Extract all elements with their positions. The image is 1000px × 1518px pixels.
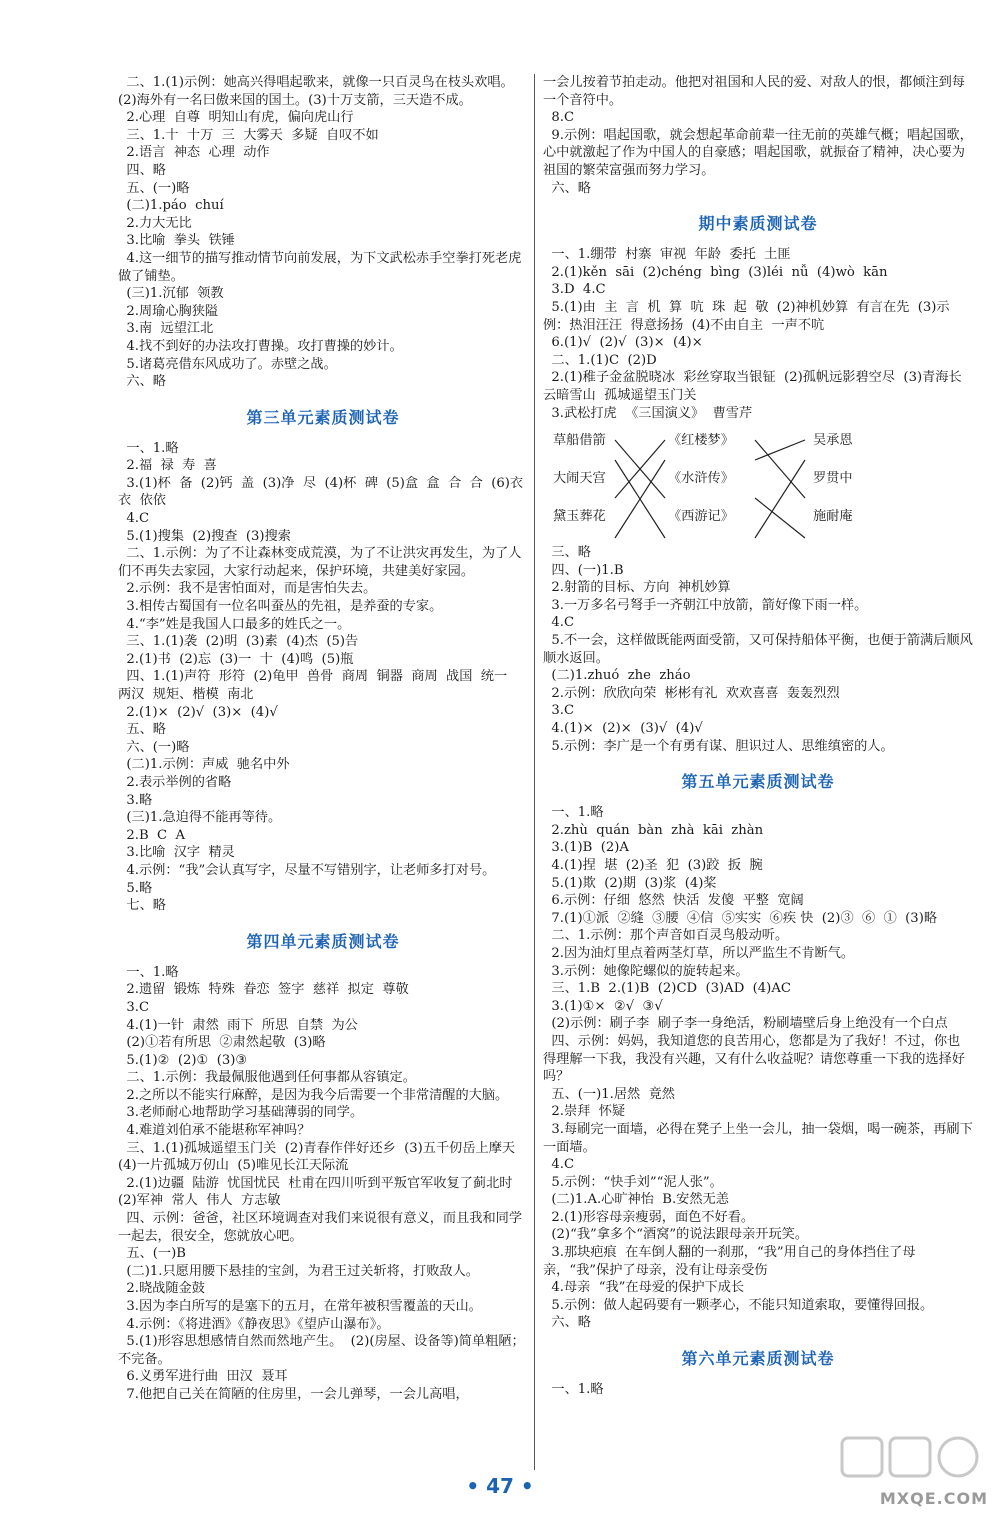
answer-line: 2.(1)kěn sāi (2)chéng bìng (3)léi nǚ (4)wò kān [543,264,888,280]
answer-line: 2.(1)形容母亲瘦弱，面色不好看。 [543,1209,755,1225]
match-item: 罗贯中 [813,471,853,487]
answer-line: 2.语言 神态 心理 动作 [118,145,270,161]
watermark-text: MXQE.COM [879,1489,988,1508]
answer-line: 5.示例：李广是一个有勇有谋、胆识过人、思维缜密的人。 [543,738,894,754]
answer-line: 3.那块疤痕 在车倒人翻的一刹那，“我”用自己的身体挡住了母亲，“我”保护了母亲，没有让母亲受伤 [543,1245,916,1278]
answer-line: 五、(一)1.居然 竟然 [543,1086,675,1102]
match-connector [755,460,805,538]
section-heading: 第三单元素质测试卷 [246,407,400,427]
answer-line: 一、1.略 [543,805,604,821]
answer-line: 5.不一会，这样做既能两面受箭，又可保持船体平衡，也便于箭满后顺风顺水返回。 [543,633,973,666]
answer-line: 5.略 [118,880,153,896]
match-item: 《水浒传》 [668,471,734,487]
answer-line: 3.一万多名弓弩手一齐朝江中放箭，箭好像下雨一样。 [543,597,868,613]
match-item: 施耐庵 [813,509,853,525]
answer-line: 2.zhù quán bàn zhà kāi zhàn [543,822,764,838]
answer-line: 2.之所以不能实行麻醉，是因为我今后需要一个非常清醒的大脑。 [118,1087,509,1103]
answer-line: 一、1.略 [118,440,179,456]
answer-line: (2)①若有所思 ②肃然起敬 (3)略 [118,1035,326,1051]
answer-line: 4.(1)一针 肃然 雨下 所思 自禁 为公 [118,1017,358,1033]
match-connector [755,498,805,538]
answer-line: 三、1.(1)孤城遥望玉门关 (2)青春作伴好还乡 (3)五千仞岳上摩天 (4)一片孤城万仞山 (5)唯见长江天际流 [118,1140,524,1174]
answer-line: 3.老师耐心地帮助学习基础薄弱的同学。 [118,1105,364,1121]
answer-line: 5.(1)搜集 (2)搜查 (3)搜索 [118,528,291,544]
answer-line: 2.遗留 锻炼 特殊 眷恋 签字 慈祥 拟定 尊敬 [118,982,409,998]
answer-line: 一、1.略 [543,1382,604,1398]
answer-line: 2.射箭的目标、方向 神机妙算 [543,580,731,596]
answer-line: 3.比喻 拳头 铁锤 [118,233,235,249]
answer-line: 3.相传古蜀国有一位名叫蚕丛的先祖，是养蚕的专家。 [118,599,443,615]
answer-line: 2.示例：我不是害怕面对，而是害怕失去。 [118,581,377,597]
answer-line: 4.这一细节的描写推动情节向前发展，为下文武松赤手空拳打死老虎做了铺垫。 [118,250,522,284]
answer-line: 四、(一)1.B [543,562,624,578]
answer-line: (2)“我”拿多个“酒窝”的说法跟母亲开玩笑。 [543,1227,809,1243]
answer-line: 二、1.(1)示例：她高兴得唱起歌来，就像一只百灵鸟在枝头欢唱。(2)海外有一名曰傲来国的国土。(3)十万支箭，三天造不成。 [118,75,514,108]
section-heading: 第六单元素质测试卷 [681,1349,835,1369]
answer-line: 5.(1)形容思想感情自然而然地产生。 (2)(房屋、设备等)简单粗陋；不完备。 [118,1334,525,1367]
match-item: 吴承恩 [813,433,853,449]
answer-line: 5.(1)欺 (2)期 (3)浆 (4)桨 [543,875,717,891]
answer-line: 2.崇拜 怀疑 [543,1104,626,1120]
answer-line: 2.表示举例的省略 [118,774,232,790]
column-divider [534,74,535,1470]
answer-line: 4.示例：《将进酒》《静夜思》《望庐山瀑布》。 [118,1316,390,1332]
match-item: 草船借箭 [553,433,606,449]
answer-line: 五、略 [118,722,166,738]
section-heading: 第五单元素质测试卷 [681,772,835,792]
answer-line: 3.(1)①× ②√ ③√ [543,998,663,1014]
answer-line: 2.周瑜心胸狭隘 [118,303,219,319]
match-item: 黛玉葬花 [553,509,606,525]
answer-line: 4.C [118,511,150,527]
answer-line: 3.因为李白所写的是塞下的五月，在常年被积雪覆盖的天山。 [118,1299,482,1314]
answer-line: 4.(1)捏 堪 (2)圣 犯 (3)跤 扳 腕 [543,858,763,873]
match-connector [755,440,805,498]
answer-line: 2.B C A [118,827,186,843]
answer-line: 6.(1)√ (2)√ (3)× (4)× [543,335,703,351]
answer-line: 四、示例：妈妈，我知道您的良苦用心，您都是为了我好！不过，你也得理解一下我，我没有兴趣，又有什么收益呢？请您尊重一下我的选择好吗？ [543,1033,965,1085]
answer-line: 二、1.示例：我最佩服他遇到任何事都从容镇定。 [118,1070,416,1086]
answer-line: (二)1.páo chuí [118,198,224,214]
match-connector [755,440,805,460]
answer-line: 5.示例：做人起码要有一颗孝心，不能只知道索取，要懂得回报。 [543,1297,934,1313]
answer-line: 8.C [543,110,575,126]
answer-line: 3.南 远望江北 [118,321,214,337]
section-heading: 第四单元素质测试卷 [246,931,400,951]
answer-line: 五、(一)略 [118,180,190,196]
answer-line: 3.C [543,703,575,719]
answer-line: (2)示例：刷子李 刷子李一身绝活，粉刷墙壁后身上绝没有一个白点 [543,1016,948,1032]
answer-line: 4.母亲 “我”在母爱的保护下成长 [543,1280,745,1296]
answer-line: 2.(1)稚子金盆脱晓冰 彩丝穿取当银钲 (2)孤帆远影碧空尽 (3)青海长云暗雪山 孤城遥望玉门关 [543,370,962,403]
match-item: 大闹天宫 [553,471,606,487]
answer-line: 3.武松打虎 《三国演义》 曹雪芹 [543,405,753,421]
answer-line: (二)1.A.心旷神怡 B.安然无恙 [543,1192,729,1208]
answer-line: 7.他把自己关在简陋的住房里，一会儿弹琴，一会儿高唱， [118,1386,469,1402]
answer-line: 四、1.(1)声符 形符 (2)龟甲 兽骨 商周 铜器 商周 战国 统一 两汉 规矩、楷模 南北 [118,669,516,702]
answer-line: 2.心理 自尊 明知山有虎，偏向虎山行 [118,110,354,126]
answer-line: 2.晓战随金鼓 [118,1281,205,1297]
answer-line: 5.(1)② (2)① (3)③ [118,1052,248,1068]
answer-line: 3.每刷完一面墙，必得在凳子上坐一会儿，抽一袋烟，喝一碗茶，再刷下一面墙。 [543,1121,973,1155]
answer-line: 2.(1)书 (2)忘 (3)一 十 (4)鸣 (5)瓶 [118,651,354,667]
answer-line: 4.(1)× (2)× (3)√ (4)√ [543,721,703,737]
answer-line: 3.C [118,999,150,1015]
match-item: 《西游记》 [668,509,734,525]
answer-line: 六、略 [543,1315,591,1331]
answer-line: 三、略 [543,545,591,561]
matching-exercise [543,424,973,542]
right-column [543,74,973,1399]
answer-line: 5.(1)由 主 言 机 算 吭 珠 起 敬 (2)神机妙算 有言在先 (3)示例：热泪汪汪 得意扬扬 (4)不由自主 一声不吭 [543,299,950,333]
answer-line: (三)1.急迫得不能再等待。 [118,810,282,826]
answer-line: 3.比喻 汉字 精灵 [118,845,235,861]
answer-line: 一、1.略 [118,964,179,980]
answer-line: 6.义勇军进行曲 田汉 聂耳 [118,1369,288,1385]
answer-line: 4.C [543,1157,575,1173]
answer-line: 四、示例：爸爸，社区环境调查对我们来说很有意义，而且我和同学一起去，很安全，您就放心吧。 [118,1211,523,1244]
answer-line: 三、1.(1)袭 (2)明 (3)素 (4)杰 (5)告 [118,634,359,650]
answer-line: 4.C [543,615,575,631]
answer-line: (二)1.只愿用腰下悬挂的宝剑，为君王过关斩将，打败敌人。 [118,1263,479,1279]
answer-line: 4.示例：“我”会认真写字，尽量不写错别字，让老师多打对号。 [118,862,496,878]
match-item: 《红楼梦》 [668,433,734,449]
answer-line: 2.力大无比 [118,215,192,231]
answer-line: 四、略 [118,162,166,178]
answer-line: 一会儿按着节拍走动。他把对祖国和人民的爱、对敌人的恨，都倾注到每一个音符中。 [543,75,965,108]
answer-line: (三)1.沉郁 领教 [118,286,224,302]
answer-line: 二、1.示例：那个声音如百灵鸟般动听。 [543,928,789,944]
answer-line: 一、1.绷带 村寨 审视 年龄 委托 土匪 [543,247,791,263]
answer-line: 4.“李”姓是我国人口最多的姓氏之一。 [118,616,351,632]
answer-line: 3.示例：她像陀螺似的旋转起来。 [543,963,749,979]
answer-line: 六、略 [118,374,166,390]
answer-line: 9.示例：唱起国歌，就会想起革命前辈一往无前的英雄气概；唱起国歌，心中就激起了作为中国人的自豪感；唱起国歌，就振奋了精神，决心要为祖国的繁荣富强而努力学习。 [543,127,973,178]
left-column [118,74,528,1404]
answer-line: 二、1.示例：为了不让森林变成荒漠，为了不让洪灾再发生，为了人们不再失去家园，大家行动起来，保护环境，共建美好家园。 [118,546,522,579]
answer-line: 4.找不到好的办法攻打曹操。攻打曹操的妙计。 [118,338,403,354]
answer-line: 2.福 禄 寿 喜 [118,458,217,474]
answer-line: 4.难道刘伯承不能堪称军神吗？ [118,1123,311,1139]
answer-line: 2.示例：欣欣向荣 彬彬有礼 欢欢喜喜 轰轰烈烈 [543,685,840,701]
answer-line: 3.略 [118,792,153,808]
answer-line: (二)1.zhuó zhe zháo [543,668,691,684]
section-heading: 期中素质测试卷 [698,214,818,234]
answer-line: 七、略 [118,898,166,914]
answer-line: 3.(1)B (2)A [543,840,629,856]
answer-line: 3.(1)杯 备 (2)钙 盖 (3)净 尽 (4)杯 碑 (5)盒 盒 合 合 (6)衣衣 依依 [118,475,524,509]
answer-line: 5.示例：“快手刘”“泥人张”。 [543,1174,723,1190]
answer-line: 3.D 4.C [543,282,606,298]
answer-line: 2.(1)× (2)√ (3)× (4)√ [118,704,278,720]
answer-line: 三、1.B 2.(1)B (2)CD (3)AD (4)AC [543,981,791,997]
answer-line: 三、1.十 十万 三 大雾天 多疑 自叹不如 [118,127,379,143]
answer-line: 2.因为油灯里点着两茎灯草，所以严监生不肯断气。 [543,945,855,961]
answer-line: (二)1.示例：声威 驰名中外 [118,757,290,773]
answer-line: 五、(一)B [118,1246,186,1262]
answer-line: 2.(1)边疆 陆游 忧国忧民 杜甫在四川听到平叛官军收复了蓟北时 (2)军神 常人 伟人 方志敏 [118,1175,521,1209]
answer-line: 二、1.(1)C (2)D [543,352,657,368]
answer-line: 7.(1)①派 ②缝 ③腰 ④信 ⑤实实 ⑥疾 快 (2)③ ⑥ ① (3)略 [543,910,938,926]
answer-line: 5.诸葛亮借东风成功了。赤壁之战。 [118,356,337,372]
answer-line: 六、(一)略 [118,739,190,755]
page-number: • 47 • [466,1474,534,1498]
answer-line: 6.示例：仔细 悠然 快活 发傻 平整 宽阔 [543,893,804,909]
match-lines [543,424,943,542]
answer-line: 六、略 [543,180,591,196]
